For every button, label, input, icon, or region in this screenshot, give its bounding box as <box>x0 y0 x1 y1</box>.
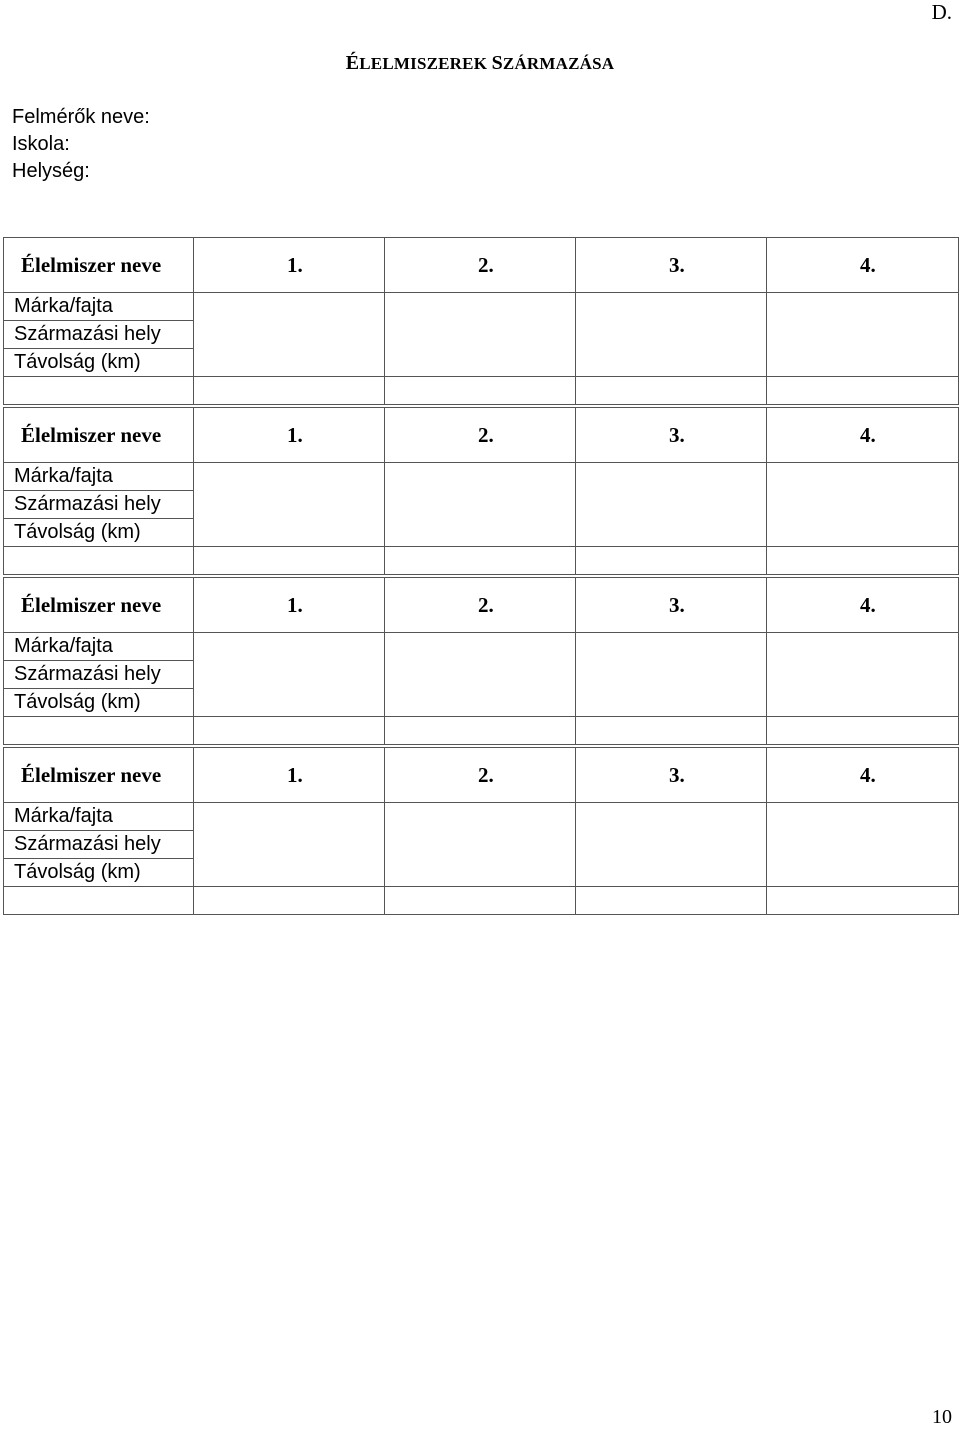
title-first-letter: É <box>345 52 360 74</box>
row-label: Származási hely <box>4 661 194 689</box>
table-cell[interactable] <box>576 887 767 915</box>
column-header[interactable]: 4. <box>767 408 959 463</box>
column-header[interactable]: 2. <box>385 578 576 633</box>
table-cell[interactable] <box>385 463 576 547</box>
column-header[interactable]: 1. <box>194 578 385 633</box>
row-label: Származási hely <box>4 831 194 859</box>
row-label: Távolság (km) <box>4 519 194 547</box>
table-header-row <box>4 238 959 293</box>
food-name-header: Élelmiszer neve <box>4 408 194 463</box>
column-header[interactable]: 3. <box>576 238 767 293</box>
table-cell[interactable] <box>767 463 959 547</box>
table-cell[interactable] <box>194 463 385 547</box>
row-label: Származási hely <box>4 491 194 519</box>
table-cell[interactable] <box>576 293 767 377</box>
table-cell[interactable] <box>4 377 194 405</box>
column-header[interactable]: 3. <box>576 578 767 633</box>
column-header[interactable]: 4. <box>767 578 959 633</box>
table-row <box>4 547 959 575</box>
food-table-3 <box>3 577 959 745</box>
food-tables <box>3 237 958 917</box>
table-cell[interactable] <box>194 803 385 887</box>
table-cell[interactable] <box>194 547 385 575</box>
food-table-2 <box>3 407 959 575</box>
column-header[interactable]: 3. <box>576 408 767 463</box>
table-header-row <box>4 748 959 803</box>
table-cell[interactable] <box>194 377 385 405</box>
table-cell[interactable] <box>194 293 385 377</box>
row-label: Márka/fajta <box>4 293 194 321</box>
table-cell[interactable] <box>385 803 576 887</box>
table-cell[interactable] <box>194 633 385 717</box>
table-cell[interactable] <box>385 633 576 717</box>
column-header[interactable]: 3. <box>576 748 767 803</box>
table-cell[interactable] <box>576 377 767 405</box>
table-cell[interactable] <box>385 377 576 405</box>
table-cell[interactable] <box>767 377 959 405</box>
table-cell[interactable] <box>385 717 576 745</box>
survey-info <box>12 104 150 185</box>
table-header-row <box>4 578 959 633</box>
column-header[interactable]: 2. <box>385 408 576 463</box>
table-cell[interactable] <box>767 803 959 887</box>
table-row <box>4 463 959 491</box>
column-header[interactable]: 4. <box>767 238 959 293</box>
food-table-4 <box>3 747 959 915</box>
row-label: Márka/fajta <box>4 463 194 491</box>
food-table-1 <box>3 237 959 405</box>
table-cell[interactable] <box>194 887 385 915</box>
food-name-header: Élelmiszer neve <box>4 578 194 633</box>
table-cell[interactable] <box>385 547 576 575</box>
food-name-header: Élelmiszer neve <box>4 748 194 803</box>
table-cell[interactable] <box>4 717 194 745</box>
section-label: D. <box>931 0 952 24</box>
table-cell[interactable] <box>767 633 959 717</box>
row-label: Márka/fajta <box>4 803 194 831</box>
column-header[interactable]: 2. <box>385 238 576 293</box>
table-cell[interactable] <box>576 463 767 547</box>
page-title <box>0 52 960 75</box>
table-cell[interactable] <box>4 547 194 575</box>
table-cell[interactable] <box>767 717 959 745</box>
table-cell[interactable] <box>767 887 959 915</box>
table-header-row <box>4 408 959 463</box>
table-row <box>4 717 959 745</box>
row-label: Távolság (km) <box>4 349 194 377</box>
column-header[interactable]: 4. <box>767 748 959 803</box>
row-label: Távolság (km) <box>4 689 194 717</box>
table-cell[interactable] <box>767 547 959 575</box>
table-row <box>4 887 959 915</box>
row-label: Távolság (km) <box>4 859 194 887</box>
title-part-1: LELMISZEREK <box>359 54 492 73</box>
table-cell[interactable] <box>194 717 385 745</box>
title-part-2: ZÁRMAZÁSA <box>502 54 615 73</box>
title-s-letter: S <box>491 52 503 74</box>
column-header[interactable]: 1. <box>194 238 385 293</box>
column-header[interactable]: 2. <box>385 748 576 803</box>
table-cell[interactable] <box>767 293 959 377</box>
surveyor-names-label: Felmérők neve: <box>12 106 150 128</box>
table-row <box>4 377 959 405</box>
table-cell[interactable] <box>385 887 576 915</box>
row-label: Márka/fajta <box>4 633 194 661</box>
locality-label: Helység: <box>12 160 90 182</box>
table-row <box>4 803 959 831</box>
school-label: Iskola: <box>12 133 70 155</box>
table-cell[interactable] <box>576 547 767 575</box>
table-cell[interactable] <box>4 887 194 915</box>
column-header[interactable]: 1. <box>194 748 385 803</box>
row-label: Származási hely <box>4 321 194 349</box>
table-cell[interactable] <box>576 803 767 887</box>
food-name-header: Élelmiszer neve <box>4 238 194 293</box>
table-cell[interactable] <box>385 293 576 377</box>
table-row <box>4 633 959 661</box>
table-row <box>4 293 959 321</box>
table-cell[interactable] <box>576 717 767 745</box>
page-number: 10 <box>932 1406 952 1428</box>
column-header[interactable]: 1. <box>194 408 385 463</box>
table-cell[interactable] <box>576 633 767 717</box>
